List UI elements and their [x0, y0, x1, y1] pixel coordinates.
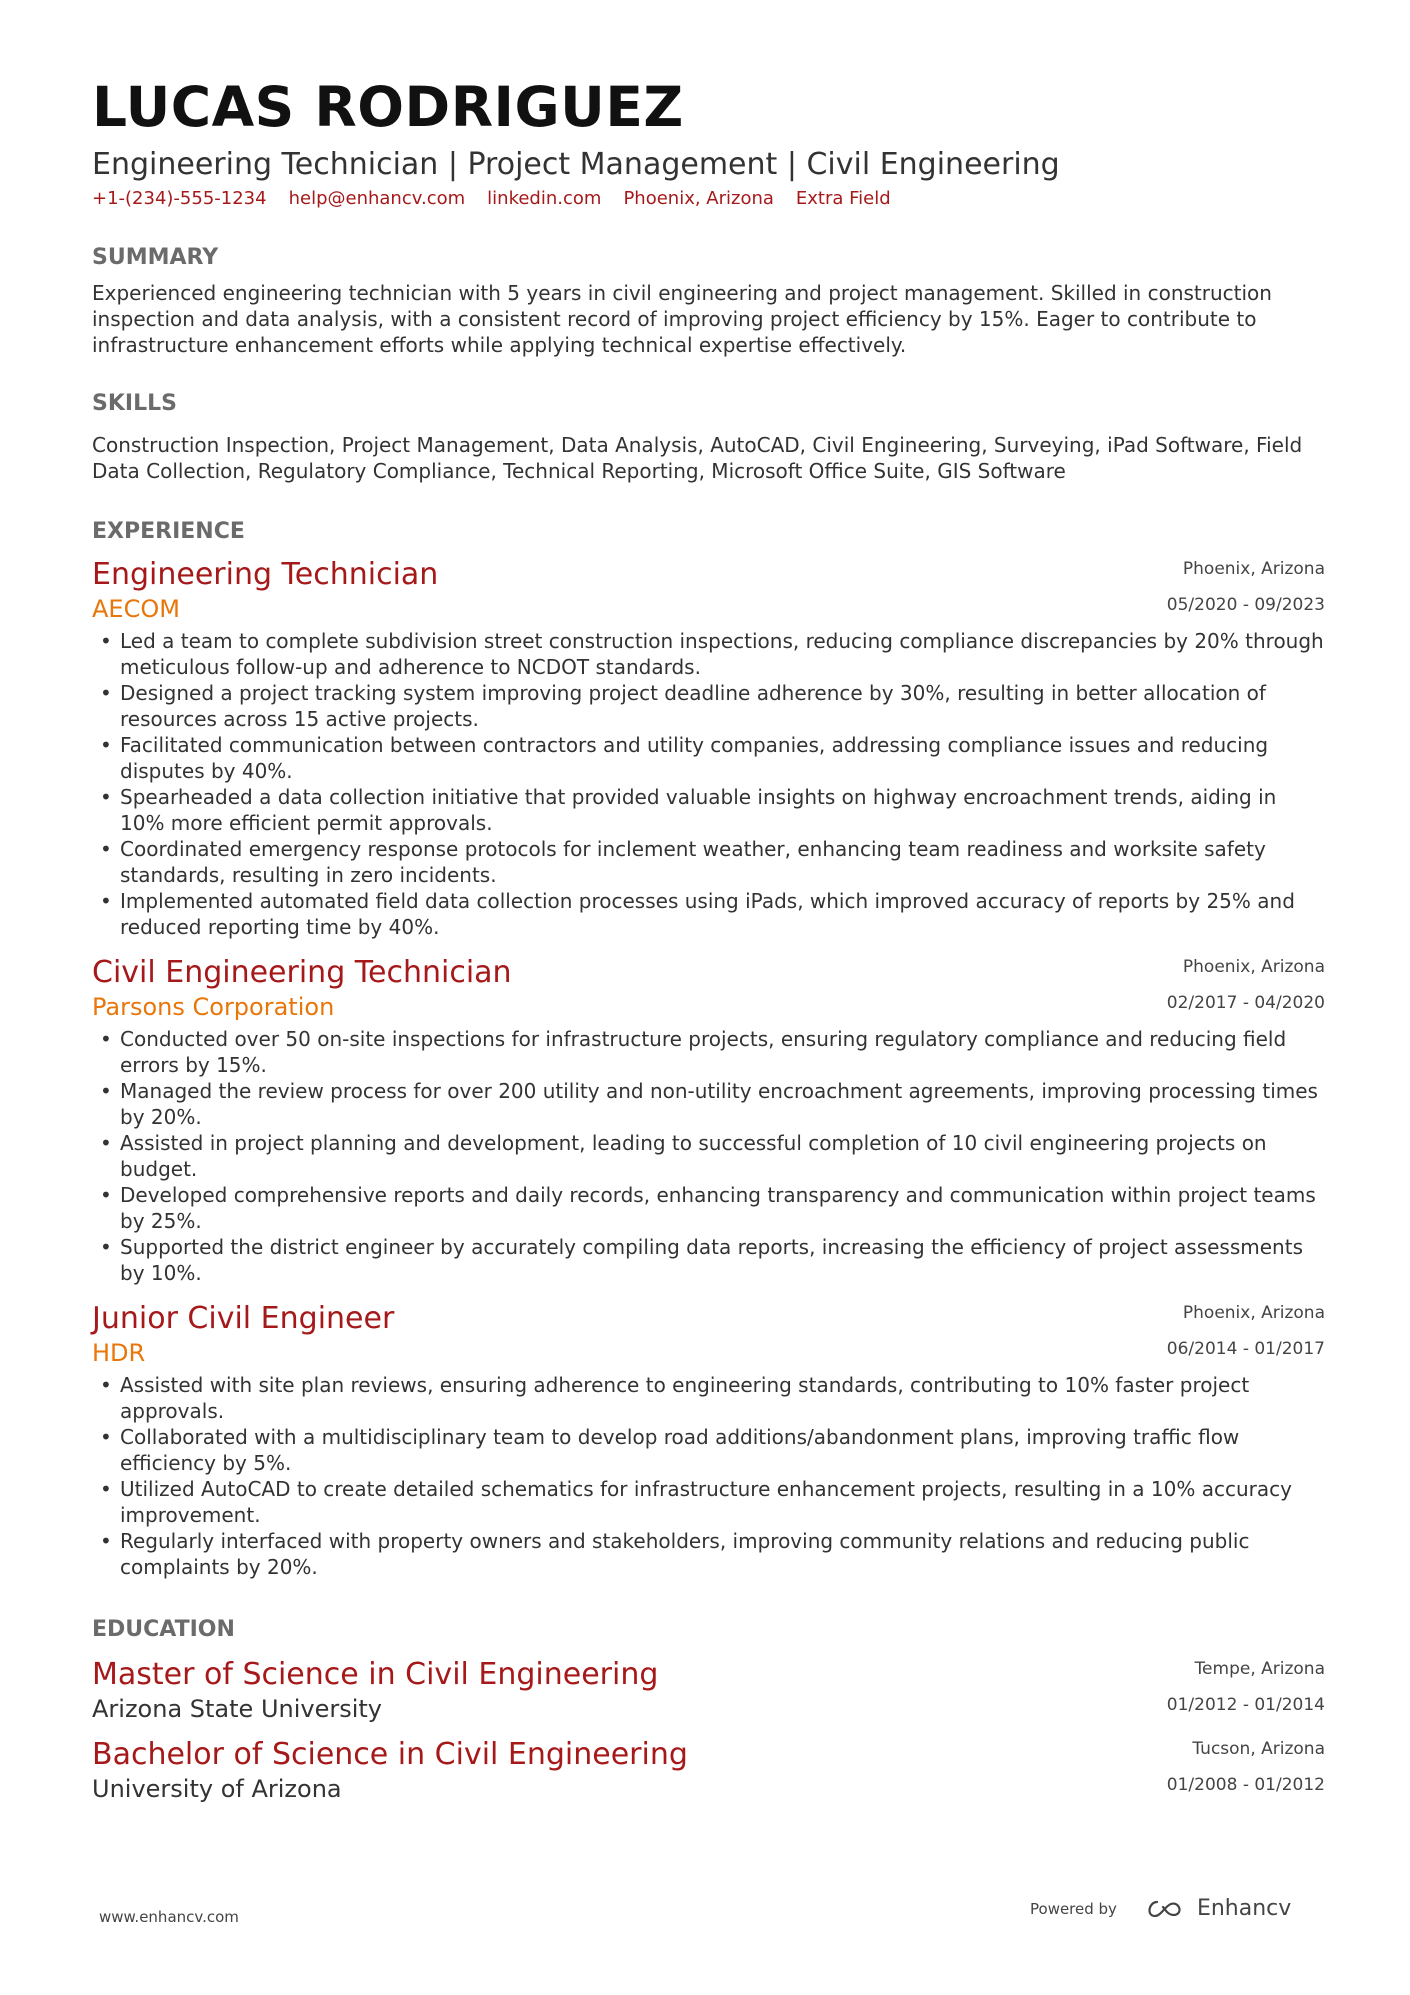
- job-location: Phoenix, Arizona: [1182, 559, 1325, 579]
- summary-text: Experienced engineering technician with 5 years in civil engineering and project management. Skilled in construction inspection and data analysis, with a consistent record of improving project efficiency by 15%. Eager to contribute to infrastructure enhancement efforts while applying technical expertise effectively.: [92, 281, 1272, 357]
- company-name: AECOM: [92, 595, 180, 623]
- footer-website-link[interactable]: www.enhancv.com: [99, 1908, 239, 1926]
- bullet-icon: •: [100, 1529, 112, 1553]
- bullet-text: Led a team to complete subdivision street construction inspections, reducing compliance discrepancies by 20% through meticulous follow-up and adherence to NCDOT standards.: [120, 629, 1324, 679]
- job-title: Junior Civil Engineer: [92, 1301, 395, 1336]
- bullet-icon: •: [100, 1425, 112, 1449]
- education-item: [92, 1656, 1325, 1724]
- job-title: Engineering Technician: [92, 557, 439, 592]
- contact-bar: [92, 186, 1325, 212]
- enhancv-logo-icon: [1143, 1898, 1189, 1920]
- bullet-text: Regularly interfaced with property owners and stakeholders, improving community relations and reducing public complaints by 20%.: [120, 1529, 1250, 1579]
- brand-name: Enhancv: [1196, 1896, 1292, 1921]
- bullet-text: Collaborated with a multidisciplinary team to develop road additions/abandonment plans, improving traffic flow efficiency by 5%.: [120, 1425, 1240, 1475]
- bullet-text: Coordinated emergency response protocols for inclement weather, enhancing team readiness and worksite safety standards, resulting in zero incidents.: [120, 837, 1266, 887]
- bullet-item: [92, 888, 1325, 940]
- job-meta: [1167, 556, 1325, 618]
- skills-text: Construction Inspection, Project Management, Data Analysis, AutoCAD, Civil Engineering, Surveying, iPad Software, Field Data Collection, Regulatory Compliance, Technical Reporting, Microsoft Office Suite, GIS Software: [92, 433, 1303, 483]
- bullet-item: [92, 680, 1325, 732]
- bullet-text: Facilitated communication between contractors and utility companies, addressing compliance issues and reducing disputes by 40%.: [120, 733, 1269, 783]
- school-name: University of Arizona: [92, 1775, 342, 1803]
- bullet-text: Implemented automated field data collection processes using iPads, which improved accuracy of reports by 25% and reduced reporting time by 40%.: [120, 889, 1295, 939]
- candidate-name: LUCAS RODRIGUEZ: [92, 75, 684, 139]
- bullet-text: Developed comprehensive reports and daily records, enhancing transparency and communication within project teams by 25%.: [120, 1183, 1316, 1233]
- bullet-item: [92, 1372, 1325, 1424]
- education-location: Tucson, Arizona: [1192, 1739, 1325, 1759]
- email-link[interactable]: help@enhancv.com: [288, 188, 466, 209]
- bullet-text: Spearheaded a data collection initiative that provided valuable insights on highway encroachment trends, aiding in 10% more efficient permit approvals.: [120, 785, 1277, 835]
- summary-heading: SUMMARY: [92, 245, 219, 270]
- school-name: Arizona State University: [92, 1695, 383, 1723]
- company-name: HDR: [92, 1339, 146, 1367]
- bullet-icon: •: [100, 1477, 112, 1501]
- bullet-icon: •: [100, 733, 112, 757]
- degree-title: Bachelor of Science in Civil Engineering: [92, 1737, 688, 1772]
- bullet-item: [92, 1424, 1325, 1476]
- job-bullets: [92, 1372, 1325, 1580]
- bullet-item: [92, 1528, 1325, 1580]
- job-dates: 06/2014 - 01/2017: [1166, 1339, 1325, 1359]
- education-dates: 01/2012 - 01/2014: [1166, 1695, 1325, 1715]
- bullet-icon: •: [100, 1235, 112, 1259]
- bullet-item: [92, 1026, 1325, 1078]
- education-item: [92, 1736, 1325, 1804]
- footer-branding: [1030, 1896, 1291, 1921]
- bullet-icon: •: [100, 785, 112, 809]
- bullet-item: [92, 1182, 1325, 1234]
- bullet-item: [92, 784, 1325, 836]
- location-text: Phoenix, Arizona: [623, 188, 774, 209]
- job-location: Phoenix, Arizona: [1182, 1303, 1325, 1323]
- bullet-text: Conducted over 50 on-site inspections for infrastructure projects, ensuring regulatory compliance and reducing field errors by 15%.: [120, 1027, 1287, 1077]
- job-title: Civil Engineering Technician: [92, 955, 512, 990]
- experience-item: [92, 556, 1325, 940]
- resume-page: [92, 72, 1325, 1804]
- job-meta: [1167, 1300, 1325, 1362]
- bullet-item: [92, 836, 1325, 888]
- education-meta: [1167, 1736, 1325, 1798]
- experience-item: [92, 1300, 1325, 1580]
- bullet-icon: •: [100, 1373, 112, 1397]
- bullet-item: [92, 1476, 1325, 1528]
- bullet-icon: •: [100, 1027, 112, 1051]
- experience-item: [92, 954, 1325, 1286]
- company-name: Parsons Corporation: [92, 993, 335, 1021]
- bullet-item: [92, 628, 1325, 680]
- education-dates: 01/2008 - 01/2012: [1166, 1775, 1325, 1795]
- bullet-text: Utilized AutoCAD to create detailed schematics for infrastructure enhancement projects, resulting in a 10% accuracy improvement.: [120, 1477, 1292, 1527]
- education-location: Tempe, Arizona: [1194, 1659, 1325, 1679]
- bullet-icon: •: [100, 1079, 112, 1103]
- job-dates: 05/2020 - 09/2023: [1166, 595, 1325, 615]
- job-dates: 02/2017 - 04/2020: [1166, 993, 1325, 1013]
- job-location: Phoenix, Arizona: [1182, 957, 1325, 977]
- skills-heading: SKILLS: [92, 391, 177, 416]
- education-heading: EDUCATION: [92, 1617, 235, 1642]
- bullet-icon: •: [100, 1131, 112, 1155]
- experience-heading: EXPERIENCE: [92, 519, 245, 544]
- bullet-icon: •: [100, 889, 112, 913]
- education-meta: [1167, 1656, 1325, 1718]
- headline: Engineering Technician | Project Management | Civil Engineering: [92, 147, 1060, 182]
- phone-link[interactable]: +1-(234)-555-1234: [92, 188, 267, 209]
- bullet-icon: •: [100, 1183, 112, 1207]
- bullet-item: [92, 1234, 1325, 1286]
- bullet-icon: •: [100, 681, 112, 705]
- bullet-item: [92, 1130, 1325, 1182]
- bullet-text: Managed the review process for over 200 utility and non-utility encroachment agreements, improving processing times by 20%.: [120, 1079, 1318, 1129]
- bullet-text: Assisted in project planning and development, leading to successful completion of 10 civil engineering projects on budget.: [120, 1131, 1267, 1181]
- bullet-icon: •: [100, 629, 112, 653]
- bullet-text: Assisted with site plan reviews, ensuring adherence to engineering standards, contributing to 10% faster project approvals.: [120, 1373, 1250, 1423]
- enhancv-brand-link[interactable]: [1143, 1896, 1291, 1921]
- job-meta: [1167, 954, 1325, 1016]
- bullet-icon: •: [100, 837, 112, 861]
- linkedin-link[interactable]: linkedin.com: [487, 188, 602, 209]
- bullet-item: [92, 1078, 1325, 1130]
- bullet-text: Designed a project tracking system improving project deadline adherence by 30%, resulting in better allocation of resources across 15 active projects.: [120, 681, 1266, 731]
- degree-title: Master of Science in Civil Engineering: [92, 1657, 659, 1692]
- job-bullets: [92, 1026, 1325, 1286]
- extra-field-text: Extra Field: [795, 188, 891, 209]
- powered-by-text: Powered by: [1030, 1899, 1117, 1918]
- bullet-item: [92, 732, 1325, 784]
- bullet-text: Supported the district engineer by accurately compiling data reports, increasing the efficiency of project assessments by 10%.: [120, 1235, 1303, 1285]
- job-bullets: [92, 628, 1325, 940]
